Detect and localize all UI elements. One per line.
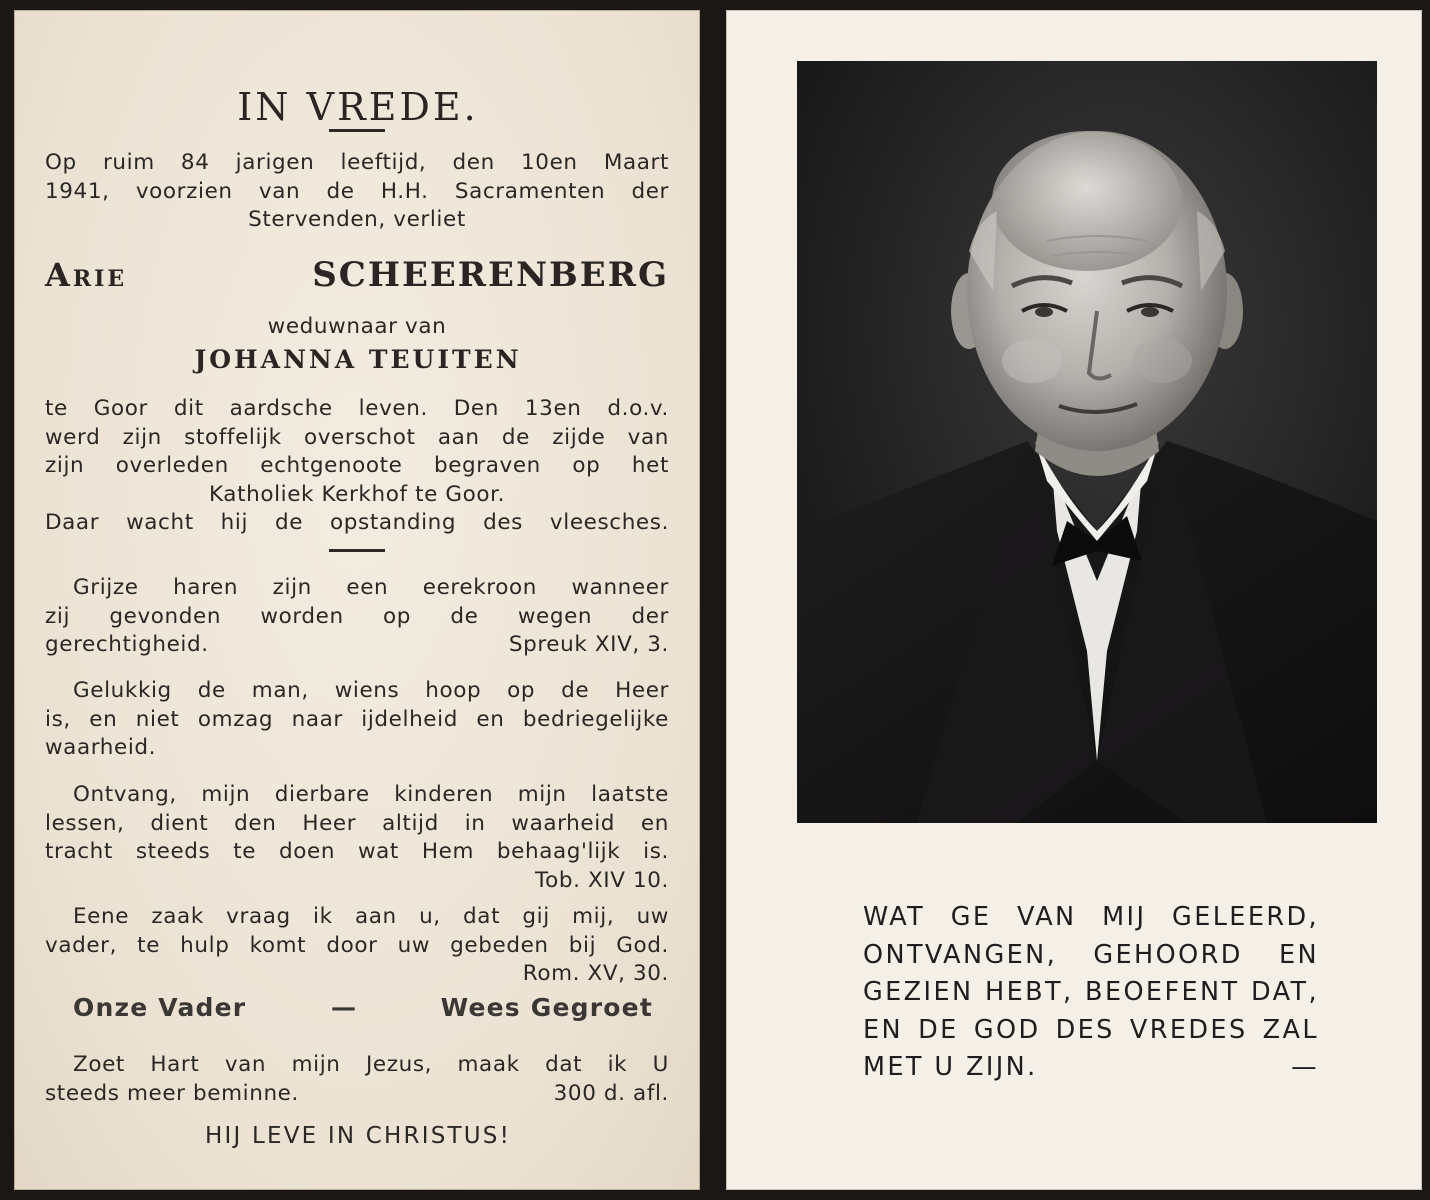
- card-title: IN VREDE.: [237, 85, 479, 129]
- verse-line: zij gevonden worden op de wegen der: [45, 603, 669, 629]
- indulgence-line: Zoet Hart van mijn Jezus, maak dat ik U: [73, 1052, 669, 1077]
- quote-end-mark: —: [1291, 1052, 1319, 1082]
- portrait-illustration: [797, 61, 1377, 823]
- relation-text: weduwnaar van: [267, 314, 447, 339]
- verse-line: is, en niet omzag naar ijdelheid en bedriegelijke: [45, 706, 669, 732]
- body-line: Daar wacht hij de opstanding des vleesches.: [45, 510, 669, 535]
- body-line: zijn overleden echtgenoote begraven op het: [45, 453, 669, 478]
- verse-line: Gelukkig de man, wiens hoop op de Heer: [73, 678, 669, 703]
- memorial-card-photo-side: [726, 10, 1422, 1190]
- verse-line: vader, te hulp komt door uw gebeden bij God.: [45, 932, 669, 958]
- title-divider: [329, 129, 385, 132]
- quote-line: ONTVANGEN, GEHOORD EN: [863, 939, 1319, 970]
- verse-4: [45, 903, 669, 989]
- deceased-last-name: SCHEERENBERG: [312, 255, 669, 295]
- deceased-first-name: Arie: [45, 256, 128, 294]
- intro-line: 1941, voorzien van de H.H. Sacramenten der: [45, 178, 669, 204]
- quote-line: EN DE GOD DES VREDES ZAL: [863, 1014, 1319, 1045]
- verse-3: [45, 781, 669, 895]
- indulgence-line: steeds meer beminne.: [45, 1080, 299, 1106]
- prayer-dash: —: [330, 993, 356, 1022]
- quote-line: MET U ZIJN.: [863, 1052, 1038, 1082]
- quote-line: GEZIEN HEBT, BEOEFENT DAT,: [863, 977, 1319, 1007]
- body-line: werd zijn stoffelijk overschot aan de zijde van: [45, 424, 669, 450]
- verse-line: tracht steeds te doen wat Hem behaag'lijk is.: [45, 839, 669, 864]
- body-line: te Goor dit aardsche leven. Den 13en d.o.v.: [45, 396, 669, 421]
- verse-reference: Tob. XIV 10.: [535, 867, 669, 893]
- prayers-line: [73, 993, 653, 1022]
- verse-2: [45, 677, 669, 763]
- verse-line: waarheid.: [45, 735, 157, 760]
- deceased-name: [45, 255, 669, 295]
- intro-text: [45, 149, 669, 235]
- portrait-photo: [797, 61, 1377, 823]
- indulgence-prayer: [45, 1051, 669, 1108]
- verse-line: lessen, dient den Heer altijd in waarheid en: [45, 810, 669, 836]
- body-text: [45, 395, 669, 538]
- spouse-name: JOHANNA TEUITEN: [194, 345, 522, 374]
- intro-line: Op ruim 84 jarigen leeftijd, den 10en Maart: [45, 150, 669, 175]
- verse-line: gerechtigheid.: [45, 632, 209, 657]
- intro-line: Stervenden, verliet: [248, 207, 466, 232]
- verse-reference: Rom. XV, 30.: [522, 961, 669, 986]
- verse-1: [45, 574, 669, 660]
- verse-reference: Spreuk XIV, 3.: [508, 632, 669, 657]
- body-line: Katholiek Kerkhof te Goor.: [208, 481, 506, 507]
- memorial-card-text-side: [14, 10, 700, 1190]
- verse-line: Ontvang, mijn dierbare kinderen mijn laatste: [73, 782, 669, 807]
- verse-line: Grijze haren zijn een eerekroon wanneer: [73, 575, 669, 600]
- closing-text: HIJ LEVE IN CHRISTUS!: [204, 1123, 512, 1149]
- quote-text: [863, 899, 1319, 1087]
- section-divider: [329, 549, 385, 552]
- indulgence-value: 300 d. afl.: [553, 1080, 669, 1106]
- prayer-our-father: Onze Vader: [73, 993, 247, 1022]
- prayer-hail-mary: Wees Gegroet: [440, 993, 653, 1022]
- verse-line: Eene zaak vraag ik aan u, dat gij mij, uw: [73, 904, 669, 929]
- quote-line: WAT GE VAN MIJ GELEERD,: [863, 902, 1319, 932]
